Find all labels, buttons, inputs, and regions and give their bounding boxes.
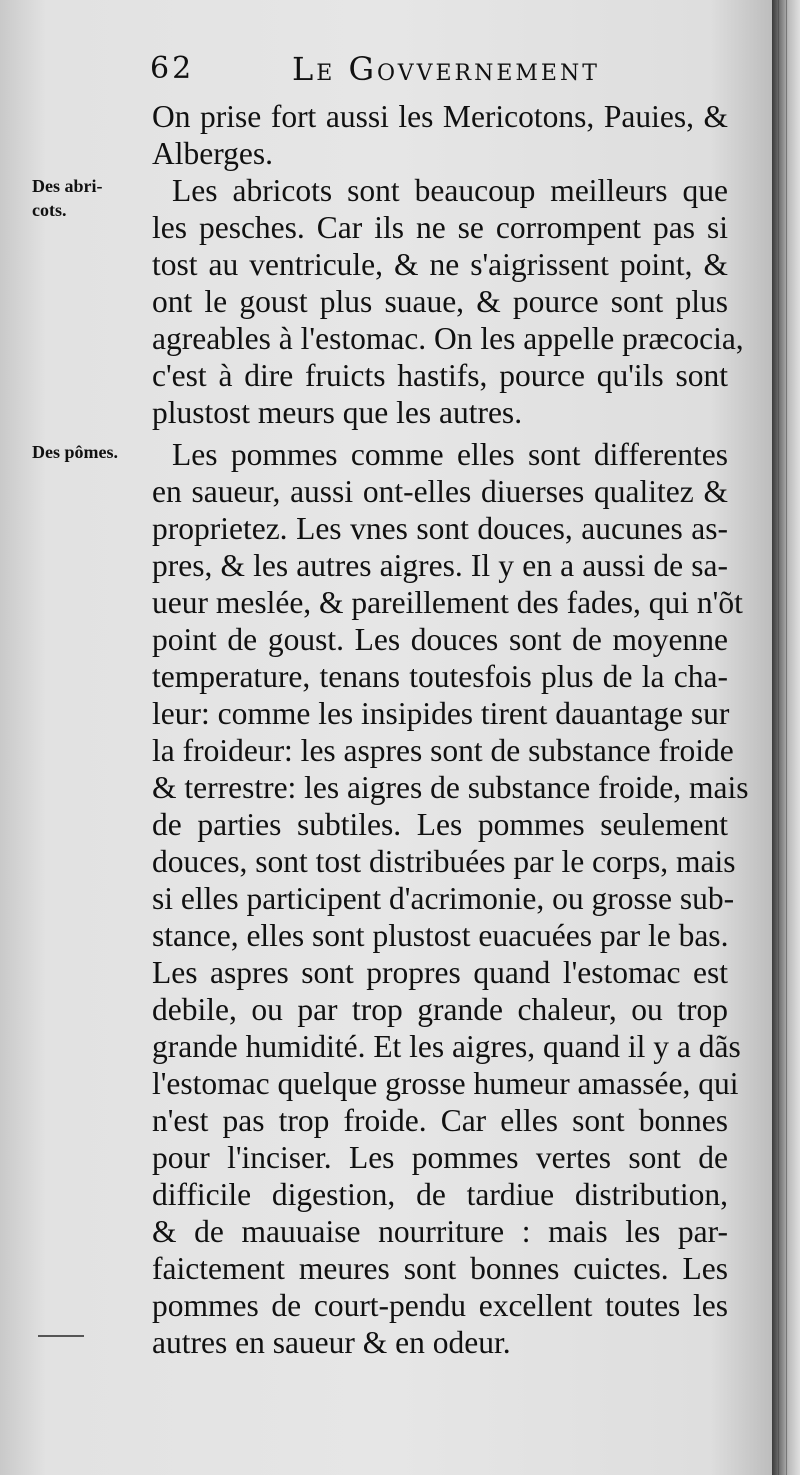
text-line: proprietez. Les vnes sont douces, aucunes as- <box>152 511 728 546</box>
text-line: & de mauuaise nourriture : mais les par- <box>152 1214 728 1249</box>
text-line: n'est pas trop froide. Car elles sont bonnes <box>152 1103 728 1138</box>
text-line: douces, sont tost distribuées par le corps, mais <box>152 844 736 879</box>
text-line: la froideur: les aspres sont de substance froide <box>152 733 734 768</box>
text-line: pommes de court-pendu excellent toutes les <box>152 1288 728 1323</box>
text-line: stance, elles sont plustost euacuées par le bas. <box>152 918 729 953</box>
text-line: de parties subtiles. Les pommes seulement <box>152 807 728 842</box>
margin-note-pommes: Des pômes. <box>32 442 118 462</box>
margin-note-abricots: Des abri- cots. <box>32 176 103 220</box>
text-line: en saueur, aussi ont-elles diuerses qualitez & <box>152 474 728 509</box>
page-edge <box>772 0 800 1475</box>
text-line: Alberges. <box>152 136 274 171</box>
text-line: faictement meures sont bonnes cuictes. Les <box>152 1251 728 1286</box>
ink-smudge <box>38 1335 84 1337</box>
page-header <box>150 44 730 94</box>
text-line: les pesches. Car ils ne se corrompent pas si <box>152 210 728 245</box>
text-line: leur: comme les insipides tirent dauantage sur <box>152 696 730 731</box>
page-number: 62 <box>150 51 195 86</box>
text-line: ont le goust plus suaue, & pource sont plus <box>152 284 728 319</box>
text-line: ueur meslée, & pareillement des fades, qui n'õt <box>152 585 743 620</box>
text-line: c'est à dire fruicts hastifs, pource qu'ils sont <box>152 358 728 393</box>
text-line: temperature, tenans toutesfois plus de la cha- <box>152 659 728 694</box>
text-line: & terrestre: les aigres de substance froide, mais <box>152 770 749 805</box>
text-line: debile, ou par trop grande chaleur, ou trop <box>152 992 728 1027</box>
text-line: Les aspres sont propres quand l'estomac est <box>152 955 728 990</box>
text-line: difficile digestion, de tardiue distribution, <box>152 1177 728 1212</box>
text-line: agreables à l'estomac. On les appelle præcocia, <box>152 321 744 356</box>
running-title: Le Govvernement <box>292 50 600 88</box>
text-line: tost au ventricule, & ne s'aigrissent point, & <box>152 247 728 282</box>
text-line: autres en saueur & en odeur. <box>152 1325 511 1360</box>
text-line: On prise fort aussi les Mericotons, Pauies, & <box>152 99 728 134</box>
text-line: Les abricots sont beaucoup meilleurs que <box>172 173 728 208</box>
text-line: l'estomac quelque grosse humeur amassée, qui <box>152 1066 739 1101</box>
text-line: si elles participent d'acrimonie, ou grosse sub- <box>152 881 735 916</box>
text-line: Les pommes comme elles sont differentes <box>172 437 728 472</box>
text-line: point de goust. Les douces sont de moyenne <box>152 622 728 657</box>
text-line: plustost meurs que les autres. <box>152 395 523 430</box>
text-line: pour l'inciser. Les pommes vertes sont de <box>152 1140 728 1175</box>
text-line: grande humidité. Et les aigres, quand il y a dãs <box>152 1029 741 1064</box>
text-line: pres, & les autres aigres. Il y en a aussi de sa- <box>152 548 728 583</box>
